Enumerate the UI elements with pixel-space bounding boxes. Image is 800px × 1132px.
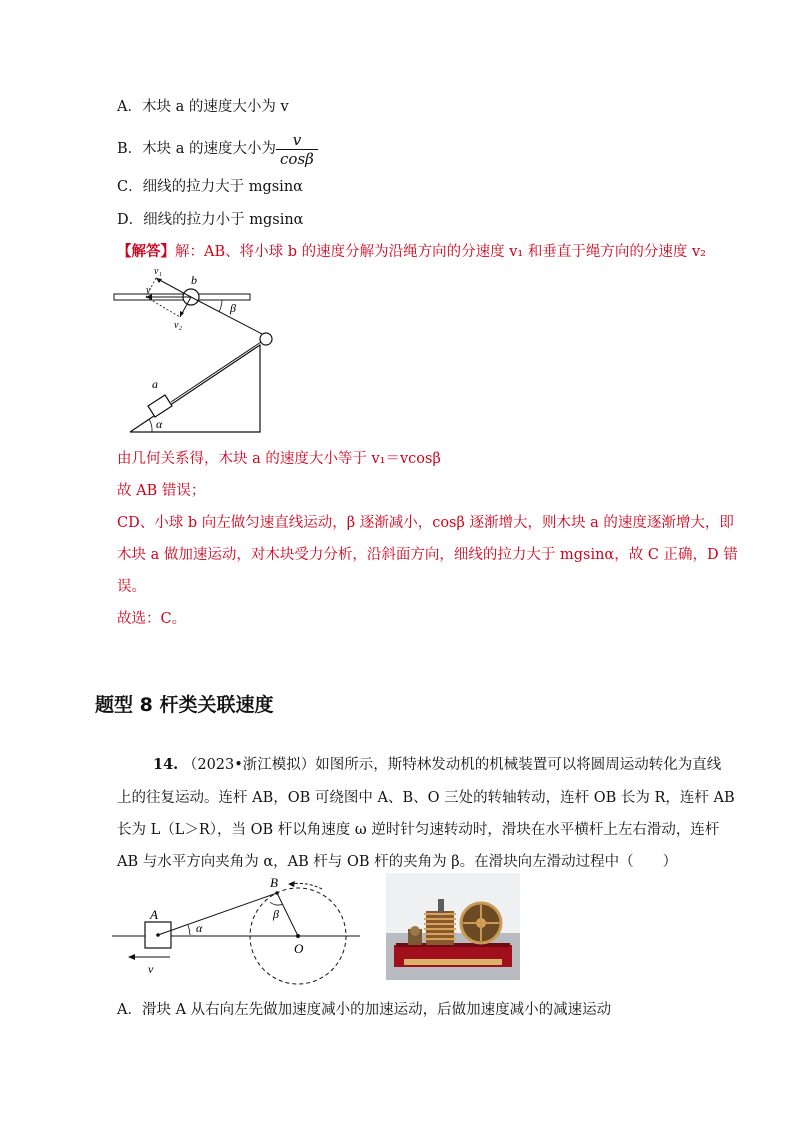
label-B: B [270,875,278,890]
question-line-2: 上的往复运动。连杆 AB，OB 可绕图中 A、B、O 三处的转轴转动，连杆 OB 长为 R，连杆 AB [117,790,735,806]
rope-lower [171,342,261,402]
fraction-denominator: cosβ [276,149,318,168]
label-alpha: α [156,417,163,431]
option-c: C．细线的拉力大于 mgsinα [117,179,303,195]
engine-top-rod [438,899,444,913]
vector-v2-arrowhead [180,311,184,317]
answer-line-3: CD、小球 b 向左做匀速直线运动，β 逐渐减小，cosβ 逐渐增大，则木块 a 的速度逐渐增大，即 [117,515,734,531]
option-b [117,132,318,166]
label-beta-2: β [273,907,279,921]
question-text-1: （2023•浙江模拟）如图所示，斯特林发动机的机械装置可以将圆周运动转化为直线 [182,757,722,773]
fraction-numerator: v [292,130,302,149]
pivot-o [296,934,300,938]
beta-arc-2 [270,902,283,905]
rod-ob [277,893,298,936]
option-b-prefix: B．木块 a 的速度大小为 [117,141,277,157]
rope-upper [191,297,262,334]
velocity-arrowhead [128,954,135,960]
engine-brass-strip [404,959,502,965]
beta-arc [219,300,222,312]
next-option-a: A．滑块 A 从右向左先做加速度减小的加速运动，后做加速度减小的减速运动 [117,1002,612,1018]
question-number: 14. [153,756,179,773]
pulley [260,333,272,345]
option-b-fraction [276,131,318,168]
pivot-b [275,891,279,895]
answer-tag: 【解答】 [117,243,175,260]
answer-line-4: 木块 a 做加速运动，对木块受力分析，沿斜面方向，细线的拉力大于 mgsinα，故 C 正确，D 错 [117,547,738,563]
rotation-arrow [290,883,322,889]
alpha-arc [149,419,152,432]
stirling-engine-photo [386,873,520,980]
answer-line-5: 误。 [117,579,146,595]
label-v2: v₂ [174,320,182,331]
alpha-arc-2 [188,925,190,935]
option-a: A．木块 a 的速度大小为 v [117,99,289,115]
engine-small-wheel [410,926,420,936]
label-A: A [150,907,158,922]
option-d: D．细线的拉力小于 mgsinα [117,212,304,228]
answer-line-2: 故 AB 错误； [117,483,206,499]
answer-intro: 解：AB、将小球 b 的速度分解为沿绳方向的分速度 v₁ 和垂直于绳方向的分速度 v₂ [175,244,706,260]
label-v-2: v [148,962,154,976]
label-v1: v₁ [154,266,162,277]
slider-crank-diagram [112,875,362,990]
incline [130,345,260,432]
label-b: b [191,273,197,287]
answer-line-6: 故选：C。 [117,611,187,627]
block-a [148,395,172,417]
label-O: O [294,941,304,956]
label-a: a [152,377,158,391]
question-line-4: AB 与水平方向夹角为 α，AB 杆与 OB 杆的夹角为 β。在滑块向左滑动过程中（ ） [117,854,678,870]
question-line-3: 长为 L（L＞R），当 OB 杆以角速度 ω 逆时针匀速转动时，滑块在水平横杆上左右滑动，连杆 [117,822,720,838]
answer-intro-line [117,242,706,262]
rod-ab [158,893,277,935]
section-title: 题型 8 杆类关联速度 [95,694,274,716]
incline-pulley-diagram [110,262,280,438]
question-line-1 [153,750,721,780]
label-alpha-2: α [196,921,203,935]
label-beta: β [230,301,236,315]
label-v: v [146,285,151,296]
answer-line-1: 由几何关系得，木块 a 的速度大小等于 v₁＝vcosβ [117,451,441,467]
rotation-arrowhead [288,881,295,887]
